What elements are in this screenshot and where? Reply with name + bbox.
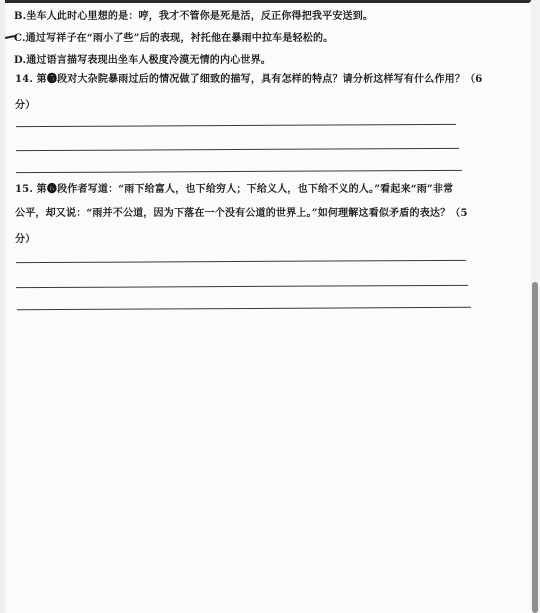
question-15-line-1: 15. 第❻段作者写道：“雨下给富人，也下给穷人；下给义人，也下给不义的人。”看起来“雨”非常 [15, 184, 454, 195]
option-c: C.通过写祥子在“雨小了些”后的表现，衬托他在暴雨中拉车是轻松的。 [14, 33, 334, 44]
question-14-line-2: 分） [15, 100, 36, 111]
page-top-edge [5, 0, 531, 3]
answer-line [16, 124, 456, 127]
answer-line [16, 148, 459, 151]
question-15-line-3: 分） [15, 234, 36, 245]
answer-line [17, 307, 471, 310]
document-page [5, 0, 531, 613]
answer-line [16, 260, 466, 263]
answer-line [16, 285, 468, 288]
question-15-line-2: 公平，却又说：“雨并不公道，因为下落在一个没有公道的世界上。”如何理解这看似矛盾的表达？（5 [15, 208, 468, 219]
option-b: B.坐车人此时心里想的是：哼，我才不管你是死是活，反正你得把我平安送到。 [14, 11, 374, 22]
option-d: D.通过语言描写表现出坐车人极度冷漠无情的内心世界。 [14, 55, 271, 66]
question-14-line-1: 14. 第❺段对大杂院暴雨过后的情况做了细致的描写，具有怎样的特点？请分析这样写有什么作用？（6 [15, 74, 483, 85]
answer-line [16, 170, 462, 173]
scrollbar-thumb[interactable] [532, 282, 538, 613]
